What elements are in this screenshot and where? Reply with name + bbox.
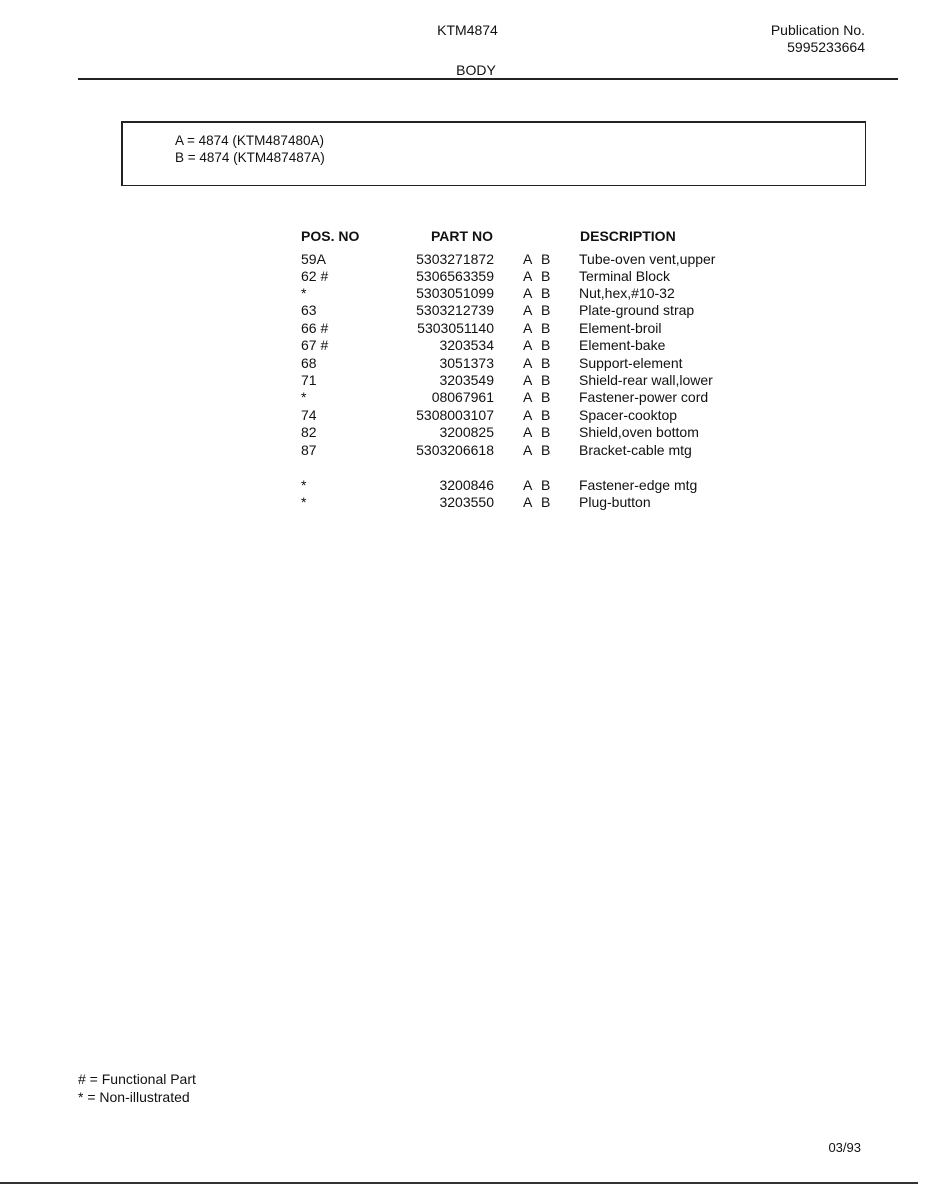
table-row (0, 477, 927, 494)
header-description: DESCRIPTION (580, 228, 676, 244)
header-part-no: PART NO (431, 228, 493, 244)
row-variant-a: A (523, 320, 533, 336)
row-description: Shield,oven bottom (579, 424, 699, 440)
row-part-no: 3203549 (439, 372, 494, 388)
row-variant-b: B (541, 494, 551, 510)
row-variant-b: B (541, 251, 551, 267)
row-variant-b: B (541, 268, 551, 284)
row-pos-no: * (301, 494, 307, 510)
variant-legend-box (121, 121, 866, 186)
row-description: Fastener-edge mtg (579, 477, 698, 493)
row-part-no: 3200846 (439, 477, 494, 493)
row-pos-no: * (301, 389, 307, 405)
row-pos-no: 62 # (301, 268, 329, 284)
row-pos-no: 74 (301, 407, 317, 423)
row-variant-a: A (523, 372, 533, 388)
table-row (0, 424, 927, 441)
row-pos-no: 82 (301, 424, 317, 440)
row-pos-no: 67 # (301, 337, 329, 353)
row-part-no: 3203550 (439, 494, 494, 510)
row-part-no: 5303206618 (416, 442, 494, 458)
table-row (0, 389, 927, 406)
row-part-no: 3051373 (439, 355, 494, 371)
table-row (0, 251, 927, 268)
row-description: Element-bake (579, 337, 666, 353)
row-pos-no: 59A (301, 251, 326, 267)
table-row (0, 302, 927, 319)
table-row (0, 407, 927, 424)
table-row (0, 355, 927, 372)
row-variant-a: A (523, 337, 533, 353)
row-description: Fastener-power cord (579, 389, 709, 405)
row-variant-b: B (541, 389, 551, 405)
legend-non-illustrated: * = Non-illustrated (78, 1089, 190, 1105)
row-variant-b: B (541, 355, 551, 371)
row-description: Spacer-cooktop (579, 407, 678, 423)
publication-label: Publication No. (770, 22, 865, 38)
row-part-no: 5303051140 (417, 320, 494, 336)
publication-info (771, 22, 865, 56)
row-variant-b: B (541, 372, 551, 388)
model-number: KTM4874 (437, 22, 498, 38)
row-pos-no: * (301, 477, 307, 493)
header-divider (78, 78, 898, 80)
row-pos-no: 66 # (301, 320, 329, 336)
row-part-no: 5303051099 (416, 285, 494, 301)
row-pos-no: * (301, 285, 307, 301)
row-variant-b: B (541, 407, 551, 423)
row-variant-a: A (523, 389, 533, 405)
header-pos-no: POS. NO (301, 228, 360, 244)
row-variant-a: A (523, 442, 533, 458)
row-part-no: 5308003107 (416, 407, 494, 423)
row-description: Nut,hex,#10-32 (579, 285, 675, 301)
row-part-no: 5303212739 (416, 302, 494, 318)
row-variant-b: B (541, 302, 551, 318)
row-variant-b: B (541, 477, 551, 493)
row-description: Support-element (579, 355, 683, 371)
row-variant-a: A (523, 407, 533, 423)
row-part-no: 5303271872 (416, 251, 494, 267)
row-variant-a: A (523, 268, 533, 284)
row-variant-b: B (541, 424, 551, 440)
row-description: Element-broil (579, 320, 662, 336)
table-row (0, 320, 927, 337)
row-description: Tube-oven vent,upper (579, 251, 716, 267)
revision-date: 03/93 (828, 1140, 861, 1155)
row-variant-a: A (523, 494, 533, 510)
row-part-no: 5306563359 (416, 268, 494, 284)
table-row (0, 442, 927, 459)
row-part-no: 3200825 (439, 424, 494, 440)
row-variant-a: A (523, 424, 533, 440)
row-variant-a: A (523, 355, 533, 371)
legend-functional: # = Functional Part (78, 1071, 196, 1087)
row-variant-a: A (523, 477, 533, 493)
row-pos-no: 63 (301, 302, 317, 318)
table-row (0, 285, 927, 302)
row-variant-b: B (541, 337, 551, 353)
row-part-no: 08067961 (431, 389, 494, 405)
section-title: BODY (456, 62, 496, 78)
row-part-no: 3203534 (439, 337, 494, 353)
row-variant-a: A (523, 251, 533, 267)
footer-divider (0, 1182, 918, 1184)
row-variant-b: B (541, 285, 551, 301)
row-description: Terminal Block (579, 268, 671, 284)
table-row (0, 268, 927, 285)
row-variant-a: A (523, 302, 533, 318)
publication-number: 5995233664 (787, 39, 865, 55)
table-row (0, 372, 927, 389)
variant-b: B = 4874 (KTM487487A) (175, 150, 325, 165)
row-pos-no: 87 (301, 442, 317, 458)
row-description: Shield-rear wall,lower (579, 372, 713, 388)
table-row (0, 494, 927, 511)
row-variant-b: B (541, 320, 551, 336)
row-pos-no: 71 (301, 372, 317, 388)
row-description: Plate-ground strap (579, 302, 695, 318)
row-variant-a: A (523, 285, 533, 301)
row-description: Bracket-cable mtg (579, 442, 692, 458)
table-row (0, 337, 927, 354)
row-description: Plug-button (579, 494, 651, 510)
variant-a: A = 4874 (KTM487480A) (175, 133, 324, 148)
row-variant-b: B (541, 442, 551, 458)
row-pos-no: 68 (301, 355, 317, 371)
